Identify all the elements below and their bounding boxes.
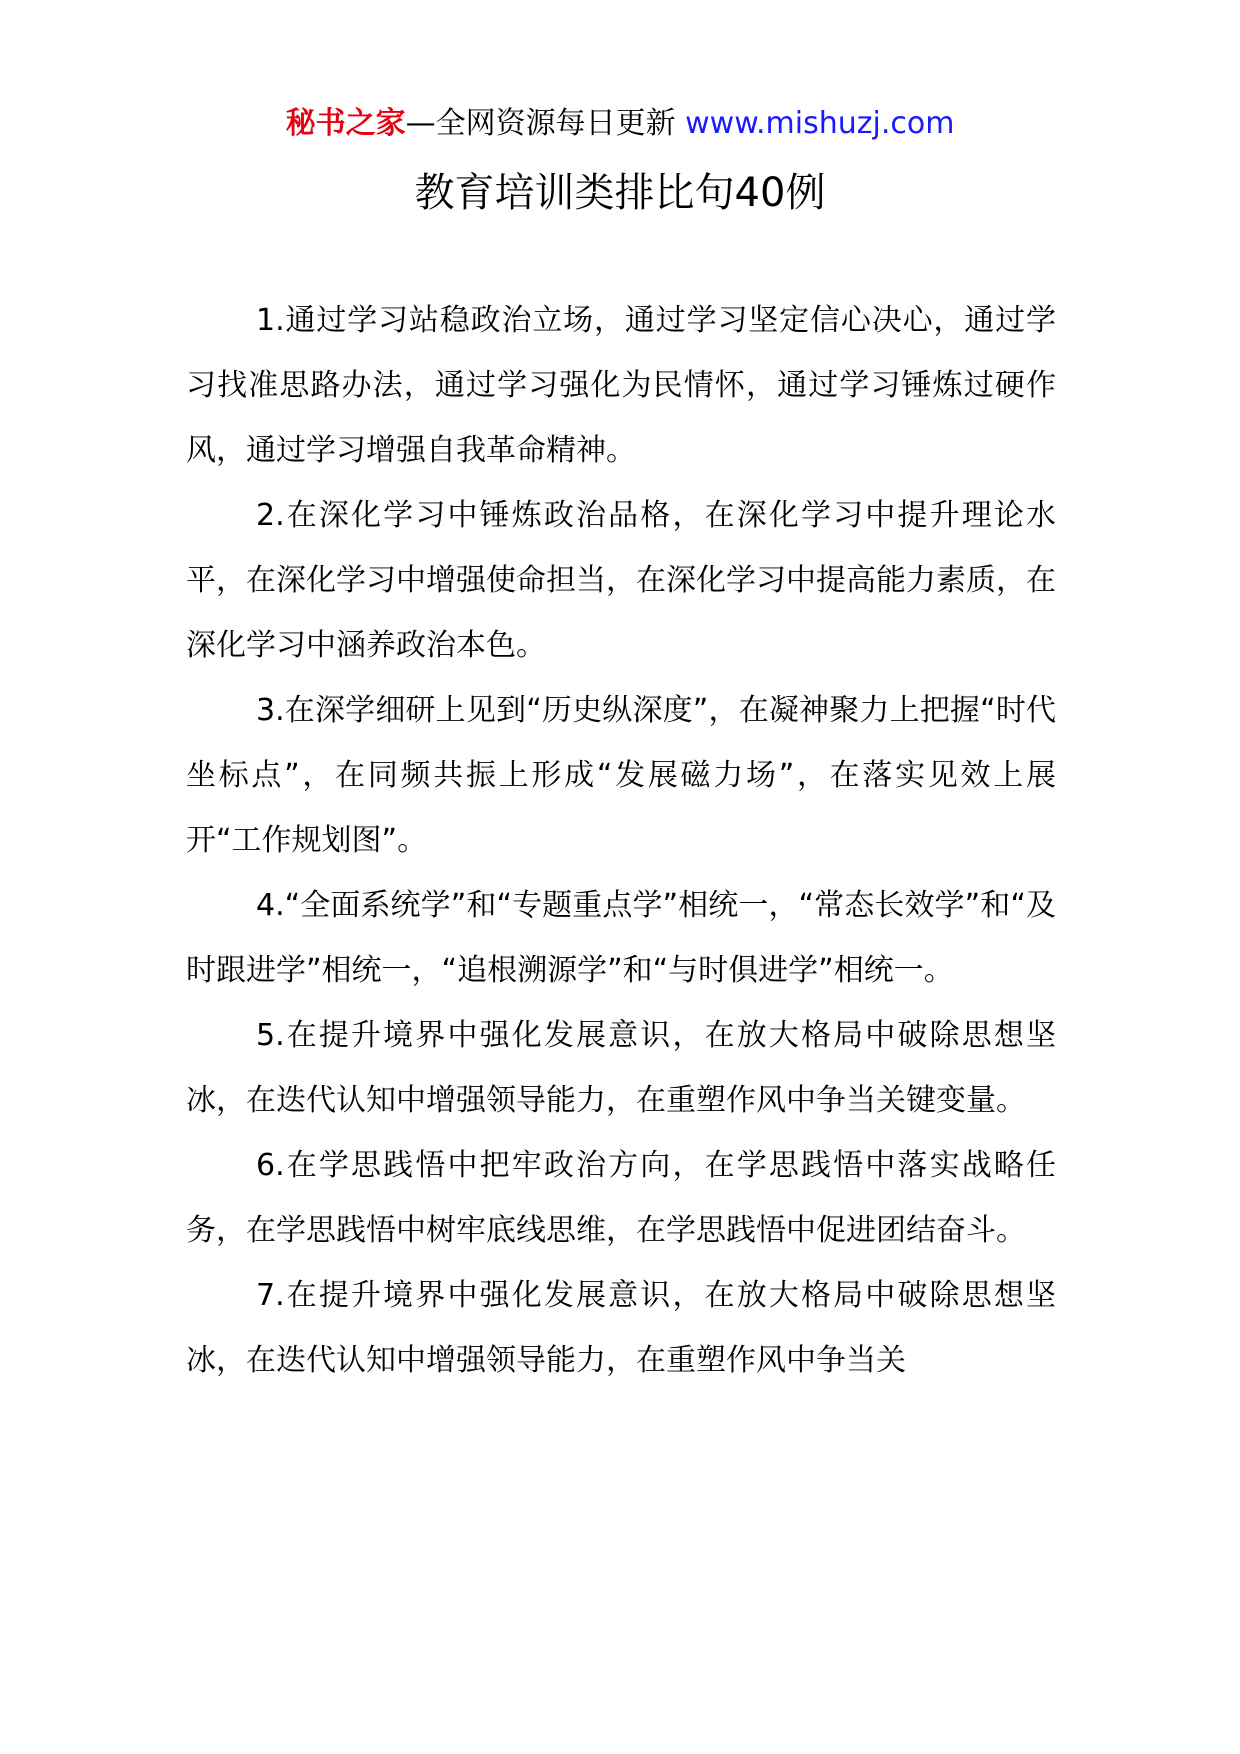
paragraph-7: 7.在提升境界中强化发展意识，在放大格局中破除思想坚冰，在迭代认知中增强领导能力，在重塑作风中争当关 — [186, 1278, 1056, 1378]
header-tagline: —全网资源每日更新 — [405, 106, 686, 141]
document-title: 教育培训类排比句40例 — [414, 170, 826, 216]
paragraph-1: 1.通过学习站稳政治立场，通过学习坚定信心决心，通过学习找准思路办法，通过学习强化为民情怀，通过学习锤炼过硬作风，通过学习增强自我革命精神。 — [186, 303, 1056, 468]
paragraph-3: 3.在深学细研上见到“历史纵深度”，在凝神聚力上把握“时代坐标点”，在同频共振上形成“发展磁力场”，在落实见效上展开“工作规划图”。 — [186, 693, 1056, 858]
paragraph-5: 5.在提升境界中强化发展意识，在放大格局中破除思想坚冰，在迭代认知中增强领导能力，在重塑作风中争当关键变量。 — [186, 1018, 1056, 1118]
paragraph-6: 6.在学思践悟中把牢政治方向，在学思践悟中落实战略任务，在学思践悟中树牢底线思维，在学思践悟中促进团结奋斗。 — [186, 1148, 1056, 1248]
paragraph-4: 4.“全面系统学”和“专题重点学”相统一，“常态长效学”和“及时跟进学”相统一，“追根溯源学”和“与时俱进学”相统一。 — [186, 888, 1056, 988]
paragraph-2: 2.在深化学习中锤炼政治品格，在深化学习中提升理论水平，在深化学习中增强使命担当，在深化学习中提高能力素质，在深化学习中涵养政治本色。 — [186, 498, 1056, 663]
site-header — [0, 104, 1240, 144]
brand-name: 秘书之家 — [285, 106, 406, 141]
document-body — [186, 288, 1056, 1754]
site-url-link[interactable]: www.mishuzj.com — [685, 106, 955, 141]
